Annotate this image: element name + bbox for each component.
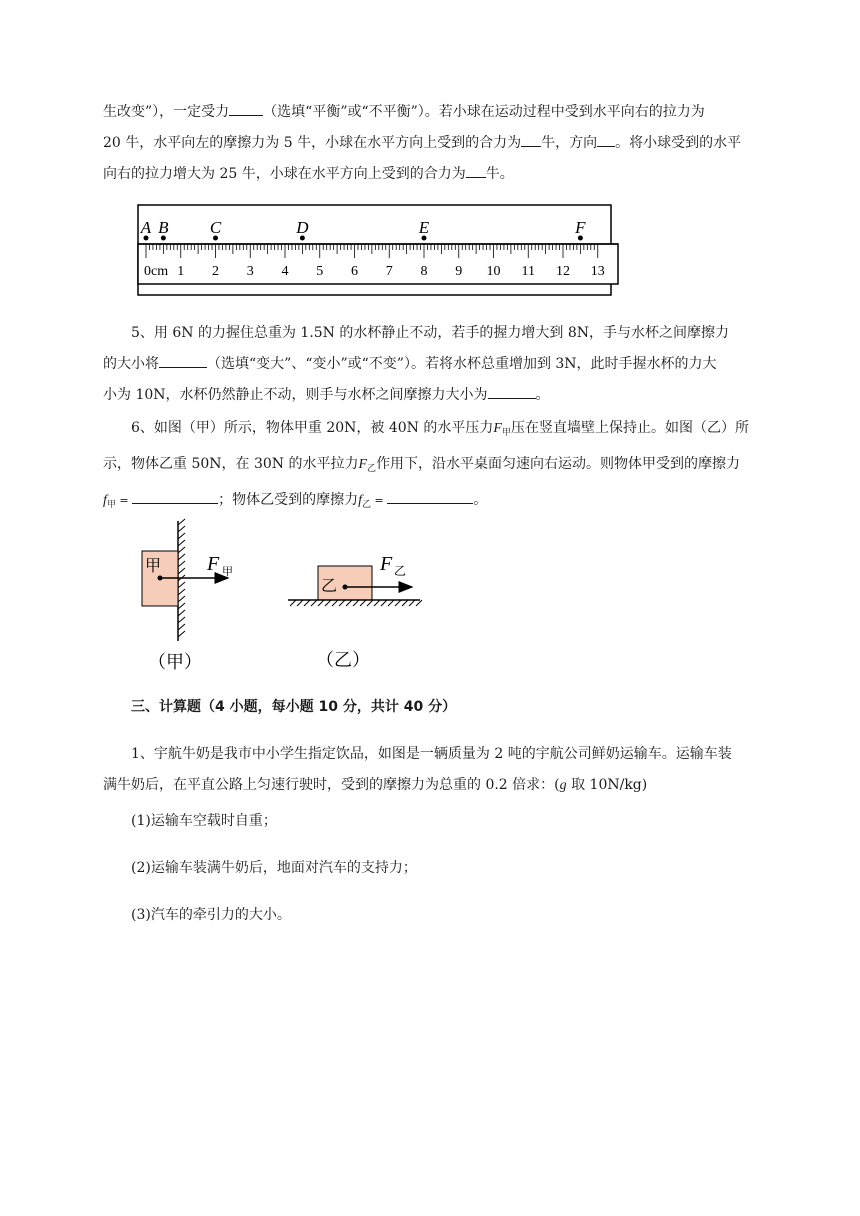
hatch-line bbox=[178, 547, 185, 553]
hatch-line bbox=[416, 600, 422, 606]
calc1-line-2: 满牛奶后，在平直公路上匀速行驶时，受到的摩擦力为总重的 0.2 倍求：(g 取 10N/kg) bbox=[103, 777, 648, 793]
hatch-line bbox=[178, 582, 185, 588]
q6-line-3: $f_甲$ = ；物体乙受到的摩擦力$f_乙$ = 。 bbox=[103, 485, 803, 521]
answer-blank bbox=[229, 100, 263, 116]
calc1-subquestion: (3)汽车的牵引力的大小。 bbox=[131, 907, 291, 923]
ruler-scale-label: 13 bbox=[590, 264, 605, 279]
hatch-line bbox=[374, 600, 380, 606]
question-5: 5、用 6N 的力握住总重为 1.5N 的水杯静止不动，若手的握力增大到 8N，手与水杯之间摩擦力 的大小将 （选填“变大”、“变小”或“不变”）。若将水杯总重增加到 3N，此时手握水杯的力大 小为 10N，水杯仍然静止不动，则手与水杯之间摩擦力大小为 。 bbox=[103, 325, 729, 403]
question-4-continuation bbox=[103, 97, 803, 190]
hatch-line bbox=[339, 600, 345, 606]
answer-blank bbox=[466, 162, 486, 178]
ruler-scale-label: 3 bbox=[246, 264, 254, 279]
hatch-line bbox=[178, 589, 185, 595]
answer-blank bbox=[521, 131, 541, 147]
hatch-line bbox=[395, 600, 401, 606]
answer-blank bbox=[387, 488, 473, 504]
question-6 bbox=[103, 413, 803, 521]
ruler-point-label: B bbox=[158, 218, 169, 237]
hatch-line bbox=[360, 600, 366, 606]
ruler-scale-label: 9 bbox=[455, 264, 463, 279]
ruler-figure bbox=[0, 195, 860, 315]
ruler-scale-label: 10 bbox=[486, 264, 501, 279]
ruler-scale-label: 11 bbox=[521, 264, 535, 279]
ruler-point-label: C bbox=[209, 218, 222, 237]
hatch-line bbox=[311, 600, 317, 606]
q4-line-3: 向右的拉力增大为 25 牛，小球在水平方向上受到的合力为 牛。 bbox=[103, 159, 803, 190]
hatch-line bbox=[178, 533, 185, 539]
calc1-subquestion: (1)运输车空载时自重； bbox=[131, 813, 277, 829]
calc-question-1 bbox=[103, 739, 803, 801]
answer-blank bbox=[488, 383, 536, 399]
q4-line-2: 20 牛，水平向左的摩擦力为 5 牛，小球在水平方向上受到的合力为 牛，方向 。将小球受到的水平 bbox=[103, 128, 803, 159]
hatch-line bbox=[381, 600, 387, 606]
force-jia-label: F bbox=[207, 553, 220, 575]
ruler-scale-label: 1 bbox=[177, 264, 185, 279]
force-yi-subscript: 乙 bbox=[394, 564, 407, 578]
hatch-line bbox=[178, 596, 185, 602]
ruler-scale-label: 7 bbox=[385, 264, 393, 279]
hatch-line bbox=[178, 554, 185, 560]
hatch-line bbox=[178, 561, 185, 567]
answer-blank bbox=[159, 352, 207, 368]
ruler-point-label: D bbox=[296, 218, 309, 237]
force-yi-label: F bbox=[380, 553, 393, 575]
hatch-line bbox=[325, 600, 331, 606]
hatch-line bbox=[318, 600, 324, 606]
ruler-scale-label: 4 bbox=[281, 264, 289, 279]
hatch-line bbox=[346, 600, 352, 606]
ruler-point-label: A bbox=[140, 218, 152, 237]
calc1-subquestion: (2)运输车装满牛奶后，地面对汽车的支持力； bbox=[131, 860, 417, 876]
block-yi-label: 乙 bbox=[321, 578, 338, 595]
hatch-line bbox=[178, 624, 185, 630]
ground-hatching bbox=[290, 600, 422, 606]
hatch-line bbox=[178, 631, 185, 637]
hatch-line bbox=[388, 600, 394, 606]
force-figures bbox=[0, 515, 860, 685]
hatch-line bbox=[178, 540, 185, 546]
figure-yi bbox=[288, 553, 422, 670]
force-jia-subscript: 甲 bbox=[222, 566, 233, 578]
hatch-line bbox=[297, 600, 303, 606]
ruler-scale-label: 12 bbox=[556, 264, 570, 279]
figure-jia bbox=[142, 519, 233, 672]
hatch-line bbox=[178, 526, 185, 532]
ruler-point-label: E bbox=[418, 218, 430, 237]
ruler-scale-label: 0cm bbox=[144, 264, 169, 279]
hatch-line bbox=[178, 519, 185, 525]
ruler-scale-label: 8 bbox=[420, 264, 428, 279]
hatch-line bbox=[332, 600, 338, 606]
ruler-scale-label: 2 bbox=[212, 264, 219, 279]
hatch-line bbox=[178, 603, 185, 609]
caption-jia: （甲） bbox=[148, 652, 202, 672]
hatch-line bbox=[409, 600, 415, 606]
hatch-line bbox=[178, 568, 185, 574]
ruler-scale-label: 6 bbox=[351, 264, 358, 279]
hatch-line bbox=[290, 600, 296, 606]
q6-line-2: 示，物体乙重 50N，在 30N 的水平拉力$F_乙$作用下，沿水平桌面匀速向右运动。则物体甲受到的摩擦力 bbox=[103, 456, 741, 474]
ruler-scale-label: 5 bbox=[316, 264, 324, 279]
hatch-line bbox=[178, 610, 185, 616]
hatch-line bbox=[304, 600, 310, 606]
ruler-point-label: F bbox=[575, 218, 586, 237]
section-heading: 三、计算题（4 小题，每小题 10 分，共计 40 分） bbox=[131, 699, 457, 715]
q4-line-1: 生改变”），一定受力 （选填“平衡”或“不平衡”）。若小球在运动过程中受到水平向右的拉力为 bbox=[103, 97, 803, 128]
hatch-line bbox=[178, 617, 185, 623]
q6-line-1: 6、如图（甲）所示，物体甲重 20N，被 40N 的水平压力$F_甲$压在竖直墙壁上保持止。如图（乙）所 bbox=[131, 420, 749, 438]
block-jia-label: 甲 bbox=[145, 558, 162, 575]
answer-blank bbox=[132, 488, 218, 504]
hatch-line bbox=[353, 600, 359, 606]
hatch-line bbox=[367, 600, 373, 606]
hatch-line bbox=[402, 600, 408, 606]
calc1-line-1: 1、宇航牛奶是我市中小学生指定饮品，如图是一辆质量为 2 吨的宇航公司鲜奶运输车。运输车装 bbox=[131, 746, 732, 762]
caption-yi: （乙） bbox=[316, 650, 370, 670]
answer-blank bbox=[597, 131, 615, 147]
